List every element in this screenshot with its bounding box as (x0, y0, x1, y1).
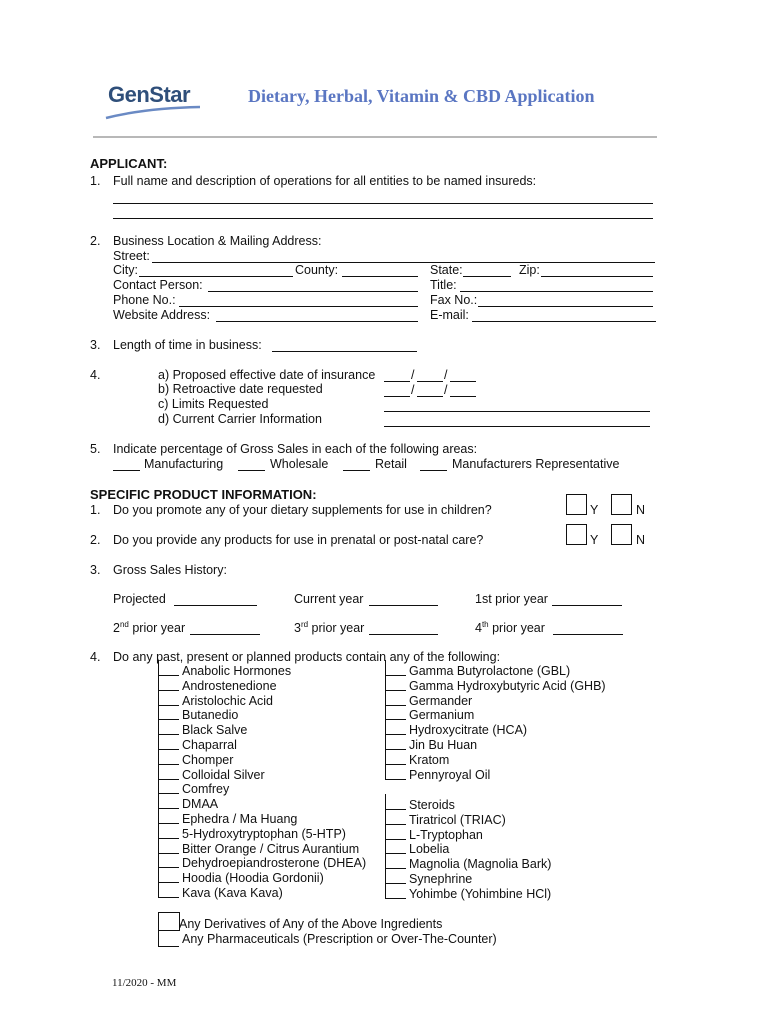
city-field[interactable] (139, 276, 293, 277)
date-separator: / (411, 383, 415, 397)
ingredient-label: Chomper (182, 752, 234, 767)
ingredient-label: Magnolia (Magnolia Bark) (409, 857, 552, 872)
ingredient-checkbox[interactable] (385, 704, 406, 720)
page-title: Dietary, Herbal, Vitamin & CBD Application (248, 86, 595, 106)
ingredient-checkbox[interactable] (385, 660, 406, 676)
ingredient-label: Black Salve (182, 723, 248, 738)
ingredient-label: Dehydroepiandrosterone (DHEA) (182, 856, 367, 871)
insureds-line-1[interactable] (113, 203, 653, 204)
ingredient-checkbox[interactable] (158, 823, 179, 839)
wholesale-pct-field[interactable] (238, 470, 265, 471)
children-no-checkbox[interactable] (611, 494, 632, 515)
retro-year-field[interactable] (450, 396, 476, 397)
q5-number: 5. (90, 442, 101, 456)
ingredient-label: Comfrey (182, 782, 230, 797)
street-field[interactable] (152, 262, 655, 263)
zip-label: Zip: (519, 263, 540, 277)
county-label: County: (295, 263, 339, 277)
ingredient-checkbox[interactable] (385, 675, 406, 691)
ingredient-label: Hoodia (Hoodia Gordonii) (182, 871, 324, 886)
pq1-number: 1. (90, 503, 101, 517)
prior4-field[interactable] (553, 634, 623, 635)
ingredient-label: Aristolochic Acid (182, 693, 274, 708)
ingredient-label: Kratom (409, 752, 450, 767)
pq3-number: 3. (90, 563, 101, 577)
ingredient-label: Gamma Hydroxybutyric Acid (GHB) (409, 678, 606, 693)
prior4-label: 4th prior year (475, 620, 545, 636)
mfr-rep-label: Manufacturers Representative (452, 457, 620, 471)
q2-number: 2. (90, 234, 101, 248)
website-label: Website Address: (113, 308, 211, 322)
pq2-label: Do you provide any products for use in prenatal or post-natal care? (113, 533, 484, 547)
logo-text: GenStar (108, 82, 191, 107)
city-label: City: (113, 263, 138, 277)
ingredient-checkbox[interactable] (385, 764, 406, 780)
ingredient-checkbox[interactable] (385, 868, 406, 884)
children-yes-checkbox[interactable] (566, 494, 587, 515)
ingredient-checkbox[interactable] (158, 675, 179, 691)
ingredient-label: Tiratricol (TRIAC) (409, 812, 506, 827)
carrier-field[interactable] (384, 426, 650, 427)
ingredient-checkbox[interactable] (385, 749, 406, 765)
yes-label: Y (590, 533, 599, 547)
q4-number: 4. (90, 368, 101, 382)
ingredient-label: Jin Bu Huan (409, 738, 478, 752)
q1-number: 1. (90, 174, 101, 188)
retail-label: Retail (375, 457, 407, 471)
applicant-heading: APPLICANT: (90, 156, 168, 171)
email-label: E-mail: (430, 308, 469, 322)
ingredient-checkbox[interactable] (385, 883, 406, 899)
ingredient-checkbox[interactable] (158, 867, 179, 883)
ingredient-checkbox[interactable] (385, 719, 406, 735)
current-year-field[interactable] (369, 605, 438, 606)
ingredient-checkbox[interactable] (158, 704, 179, 720)
ingredient-label: Butanedio (182, 708, 239, 723)
ingredient-label: Androstenedione (182, 678, 277, 693)
phone-label: Phone No.: (113, 293, 176, 307)
manufacturing-pct-field[interactable] (113, 470, 140, 471)
zip-field[interactable] (541, 276, 653, 277)
pq4-number: 4. (90, 650, 101, 664)
wholesale-label: Wholesale (270, 457, 329, 471)
current-year-label: Current year (294, 592, 364, 606)
prior3-field[interactable] (369, 634, 438, 635)
date-separator: / (444, 383, 448, 397)
ingredient-label: Ephedra / Ma Huang (182, 812, 298, 826)
prior2-label: 2nd prior year (113, 620, 186, 636)
ingredient-checkbox[interactable] (385, 734, 406, 750)
carrier-label: d) Current Carrier Information (158, 412, 322, 426)
ingredient-label: Colloidal Silver (182, 767, 265, 782)
title-field[interactable] (460, 291, 653, 292)
pharmaceuticals-label: Any Pharmaceuticals (Prescription or Over-The-Counter) (182, 932, 497, 946)
contact-label: Contact Person: (113, 278, 203, 292)
ingredient-checkbox[interactable] (158, 719, 179, 735)
ingredient-checkbox[interactable] (158, 749, 179, 765)
ingredient-label: Germander (409, 693, 473, 708)
ingredient-checkbox[interactable] (385, 853, 406, 869)
q5-label: Indicate percentage of Gross Sales in each of the following areas: (113, 442, 478, 456)
retro-date-label: b) Retroactive date requested (158, 382, 323, 396)
prior1-label: 1st prior year (475, 592, 548, 606)
retro-day-field[interactable] (417, 396, 443, 397)
prior3-label: 3rd prior year (294, 620, 365, 636)
ingredient-label: Kava (Kava Kava) (182, 886, 283, 900)
ingredient-checkbox[interactable] (158, 690, 179, 706)
ingredient-checkbox[interactable] (158, 882, 179, 898)
effective-date-label: a) Proposed effective date of insurance (158, 368, 376, 382)
limits-field[interactable] (384, 411, 650, 412)
ingredient-checkbox[interactable] (385, 690, 406, 706)
ingredient-label: Steroids (409, 798, 455, 812)
ingredient-checkbox[interactable] (158, 808, 179, 824)
ingredient-checkbox[interactable] (158, 793, 179, 809)
ingredient-label: Gamma Butyrolactone (GBL) (409, 664, 571, 678)
contact-field[interactable] (208, 291, 418, 292)
derivatives-label: Any Derivatives of Any of the Above Ingredients (179, 917, 443, 931)
fax-field[interactable] (478, 306, 653, 307)
ingredient-label: Bitter Orange / Citrus Aurantium (182, 841, 360, 856)
prior1-field[interactable] (552, 605, 622, 606)
effective-year-field[interactable] (450, 381, 476, 382)
ingredient-checkbox[interactable] (158, 734, 179, 750)
retail-pct-field[interactable] (343, 470, 370, 471)
ingredient-checkbox[interactable] (158, 852, 179, 868)
insureds-line-2[interactable] (113, 218, 653, 219)
mfr-rep-pct-field[interactable] (420, 470, 447, 471)
ingredient-label: 5-Hydroxytryptophan (5-HTP) (182, 826, 346, 841)
ingredient-checkbox[interactable] (158, 838, 179, 854)
county-field[interactable] (342, 276, 418, 277)
q1-label: Full name and description of operations for all entities to be named insureds: (113, 174, 537, 188)
no-label: N (636, 533, 646, 547)
website-field[interactable] (216, 321, 418, 322)
prior2-field[interactable] (190, 634, 260, 635)
retro-month-field[interactable] (384, 396, 410, 397)
pq4-label: Do any past, present or planned products contain any of the following: (113, 650, 501, 664)
phone-field[interactable] (179, 306, 418, 307)
pharmaceuticals-checkbox[interactable] (158, 931, 179, 947)
pq2-number: 2. (90, 533, 101, 547)
state-field[interactable] (463, 276, 511, 277)
ingredient-label: Synephrine (409, 872, 473, 886)
date-separator: / (411, 368, 415, 382)
ingredient-label: Pennyroyal Oil (409, 767, 491, 782)
ingredient-checkbox[interactable] (158, 764, 179, 780)
ingredient-label: Chaparral (182, 738, 237, 752)
email-field[interactable] (472, 321, 656, 322)
street-label: Street: (113, 249, 150, 263)
ingredient-checkbox[interactable] (385, 809, 406, 825)
header-divider (93, 136, 657, 138)
derivatives-checkbox[interactable] (158, 912, 180, 931)
q3-label: Length of time in business: (113, 338, 262, 352)
projected-label: Projected (113, 592, 166, 606)
date-separator: / (444, 368, 448, 382)
form-code: 11/2020 - MM (112, 977, 177, 989)
ingredient-checkbox[interactable] (158, 660, 179, 676)
ingredient-checkbox[interactable] (385, 838, 406, 854)
ingredient-label: Hydroxycitrate (HCA) (409, 723, 528, 738)
manufacturing-label: Manufacturing (144, 457, 224, 471)
pq1-label: Do you promote any of your dietary supplements for use in children? (113, 503, 492, 517)
projected-field[interactable] (174, 605, 257, 606)
state-label: State: (430, 263, 463, 277)
ingredient-label: Germanium (409, 708, 475, 723)
prenatal-yes-checkbox[interactable] (566, 524, 587, 545)
no-label: N (636, 503, 646, 517)
effective-day-field[interactable] (417, 381, 443, 382)
q2-label: Business Location & Mailing Address: (113, 234, 322, 248)
ingredient-checkbox[interactable] (158, 778, 179, 794)
ingredient-label: Yohimbe (Yohimbine HCl) (409, 886, 552, 901)
business-length-field[interactable] (272, 351, 417, 352)
pq3-label: Gross Sales History: (113, 563, 227, 577)
ingredient-checkbox[interactable] (385, 824, 406, 840)
title-label: Title: (430, 278, 457, 292)
fax-label: Fax No.: (430, 293, 478, 307)
ingredient-label: L-Tryptophan (409, 827, 483, 842)
q3-number: 3. (90, 338, 101, 352)
ingredient-checkbox[interactable] (385, 794, 406, 810)
product-heading: SPECIFIC PRODUCT INFORMATION: (90, 487, 317, 502)
ingredient-label: Anabolic Hormones (182, 664, 292, 678)
ingredient-label: Lobelia (409, 842, 450, 857)
prenatal-no-checkbox[interactable] (611, 524, 632, 545)
limits-label: c) Limits Requested (158, 397, 269, 411)
effective-month-field[interactable] (384, 381, 410, 382)
yes-label: Y (590, 503, 599, 517)
ingredient-label: DMAA (182, 797, 219, 812)
